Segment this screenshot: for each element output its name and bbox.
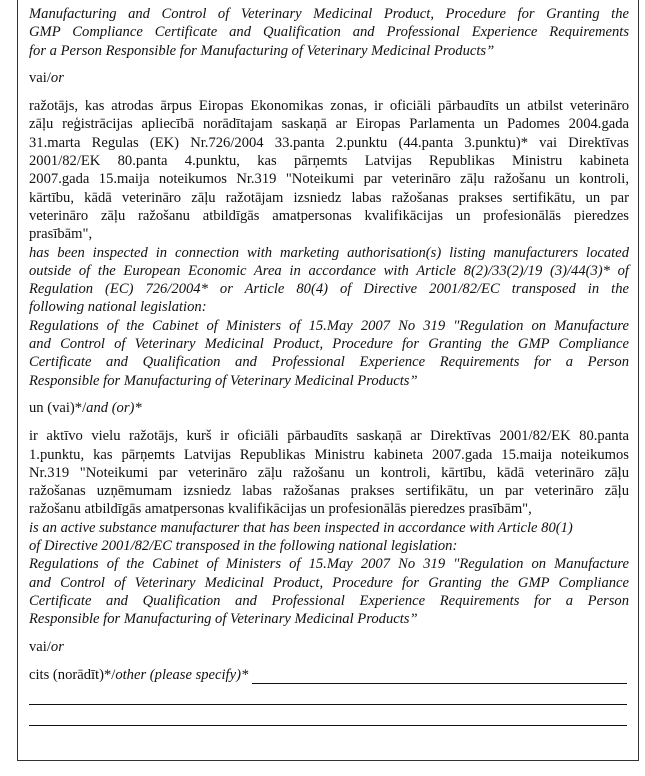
text-line: outside of the European Economic Area in accordance with Article 8(2)/33(2)/19 (3)/44(3)* of: [29, 262, 629, 279]
text-line: Responsible for Manufacturing of Veterinary Medicinal Products”: [29, 611, 418, 628]
text-line: has been inspected in connection with marketing authorisation(s) listing manufacturers located: [29, 244, 629, 261]
other-label-en: other (please specify)*: [115, 666, 249, 683]
text-line: Manufacturing and Control of Veterinary Medicinal Product, Procedure for Granting the: [29, 6, 629, 22]
text-line: 1.punktu, kas pārņemts Latvijas Republikas Ministru kabineta 2007.gada 15.maija noteikumos: [29, 446, 629, 463]
document-body: [29, 5, 629, 726]
text-line: 31.marta Regulas (EK) Nr.726/2004 33.panta 2.punktu (44.panta 3.punktu)* vai Direktīvas: [29, 134, 629, 151]
text-line: ražotājs, kas atrodas ārpus Eiropas Ekonomikas zonas, ir oficiāli pārbaudīts un atbilst veterināro: [29, 98, 629, 115]
text-line: Regulations of the Cabinet of Ministers of 15.May 2007 No 319 "Regulation on Manufacture: [29, 556, 629, 573]
text-line: for a Person Responsible for Manufacturing of Veterinary Medicinal Products”: [29, 42, 495, 59]
text-line: Regulations of the Cabinet of Ministers of 15.May 2007 No 319 "Regulation on Manufacture: [29, 317, 629, 334]
text-line: kārtību, kādā veterināro zāļu ražotājam izsniedz labas ražošanas prakses sertifikātu, un par: [29, 189, 629, 206]
text-line: zāļu reģistrācijas apliecībā norādītajam saskaņā ar Eiropas Parlamenta un Padomes 2004.gada: [29, 116, 629, 133]
and-or-separator: [29, 399, 629, 417]
text-line: Responsible for Manufacturing of Veterinary Medicinal Products”: [29, 372, 418, 389]
text-line: 2001/82/EK 80.panta 4.punktu, kas pārņemts Latvijas Republikas Ministru kabineta: [29, 153, 629, 170]
option-active-substance-manufacturer: [29, 427, 629, 628]
other-specify-line-3[interactable]: [29, 705, 627, 726]
text-line: 2007.gada 15.maija noteikumos Nr.319 "Noteikumi par veterināro zāļu ražošanu un kontroli,: [29, 171, 629, 188]
text-line: ražošanas uzņēmumam izsniedz labas ražošanas prakses sertifikātu, un par veterināro zāļu: [29, 483, 629, 500]
or-en: or: [50, 70, 64, 87]
or-lv: vai/: [29, 70, 51, 87]
other-specify-row: [29, 666, 629, 684]
option-non-eea-manufacturer: [29, 97, 629, 390]
text-line: of Directive 2001/82/EC transposed in the following national legislation:: [29, 538, 458, 555]
or-separator-2: [29, 638, 629, 656]
text-line: GMP Compliance Certificate and Qualification and Professional Experience Requirements: [29, 24, 629, 41]
text-line: prasībām",: [29, 226, 93, 243]
text-line: is an active substance manufacturer that has been inspected in accordance with Article 80(1): [29, 519, 573, 536]
text-line: Nr.319 "Noteikumi par veterināro zāļu ražošanu un kontroli, kārtību, kādā veterināro zāļu: [29, 464, 629, 481]
or-en: or: [50, 639, 64, 655]
andor-lv: un (vai)*/: [29, 400, 87, 417]
andor-en: and (or)*: [86, 400, 142, 417]
text-line: and Control of Veterinary Medicinal Product, Procedure for Granting the GMP Compliance: [29, 574, 629, 591]
text-line: Certificate and Qualification and Professional Experience Requirements for a Person: [29, 592, 629, 609]
text-line: and Control of Veterinary Medicinal Product, Procedure for Granting the GMP Compliance: [29, 336, 629, 353]
other-specify-field[interactable]: [252, 670, 627, 684]
text-line: veterināro zāļu ražošanu atbildīgās amatpersonas kvalifikācijas un profesionālās pieredzes: [29, 207, 629, 224]
text-line: Regulation (EC) 726/2004* or Article 80(4) of Directive 2001/82/EC transposed in the: [29, 281, 629, 298]
other-specify-line-2[interactable]: [29, 684, 627, 705]
or-lv: vai/: [29, 639, 51, 655]
or-separator-1: [29, 69, 629, 87]
text-line: ražošanu atbildīgās amatpersonas kvalifikācijas un profesionālās pieredzes prasībām",: [29, 501, 532, 518]
text-line: ir aktīvo vielu ražotājs, kurš ir oficiāli pārbaudīts saskaņā ar Direktīvas 2001/82/EK 80.panta: [29, 428, 629, 445]
text-line: Certificate and Qualification and Professional Experience Requirements for a Person: [29, 354, 629, 371]
text-line: following national legislation:: [29, 299, 207, 316]
other-label-lv: cits (norādīt)*/: [29, 666, 116, 683]
intro-en-tail: [29, 5, 629, 60]
